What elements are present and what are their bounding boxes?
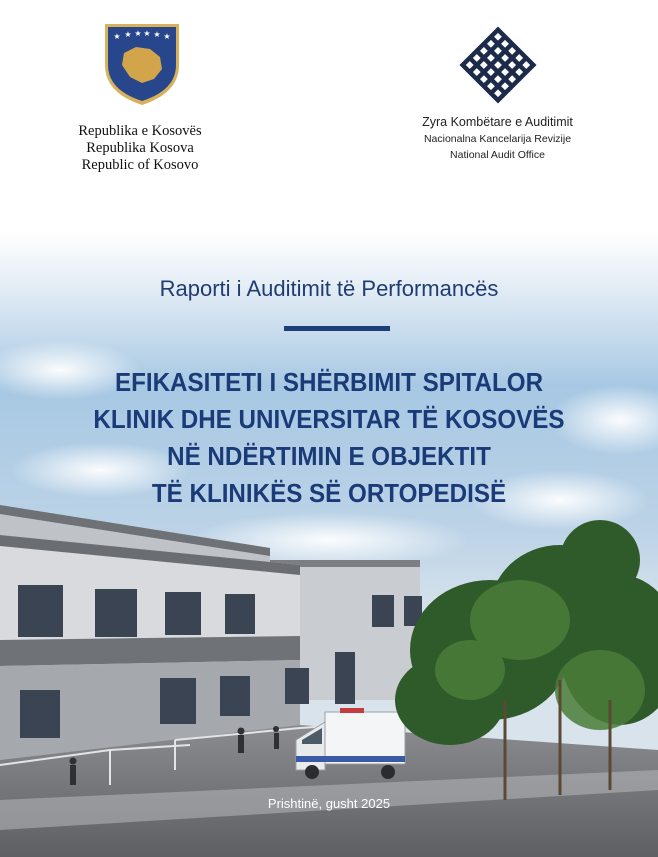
title-divider — [284, 326, 390, 331]
audit-office-logo-icon — [456, 23, 540, 107]
report-title-line: KLINIK DHE UNIVERSITAR TË KOSOVËS — [93, 404, 565, 434]
report-type: Raporti i Auditimit të Performancës — [159, 276, 499, 301]
government-name-block — [40, 123, 240, 174]
audit-office-name-english: National Audit Office — [450, 149, 545, 161]
report-title-line: TË KLINIKËS SË ORTOPEDISË — [151, 478, 507, 508]
audit-office-name-serbian: Nacionalna Kancelarija Revizije — [423, 133, 572, 145]
svg-text:★: ★ — [143, 29, 151, 38]
government-name-english: Republic of Kosovo — [81, 157, 199, 173]
svg-text:★: ★ — [124, 30, 132, 39]
report-title — [23, 364, 635, 512]
government-name-serbian: Republika Kosova — [86, 140, 194, 156]
report-title-line: EFIKASITETI I SHËRBIMIT SPITALOR — [114, 367, 544, 397]
place-date: Prishtinë, gusht 2025 — [267, 796, 391, 811]
audit-office-name-albanian: Zyra Kombëtare e Auditimit — [422, 115, 573, 129]
kosovo-coat-of-arms-icon — [102, 21, 182, 107]
government-name-albanian: Republika e Kosovës — [78, 123, 202, 139]
audit-office-name-block — [400, 114, 595, 163]
svg-text:★: ★ — [163, 32, 171, 41]
svg-text:★: ★ — [134, 29, 142, 38]
report-title-line: NË NDËRTIMIN E OBJEKTIT — [167, 441, 491, 471]
svg-text:★: ★ — [153, 30, 161, 39]
svg-text:★: ★ — [113, 32, 121, 41]
